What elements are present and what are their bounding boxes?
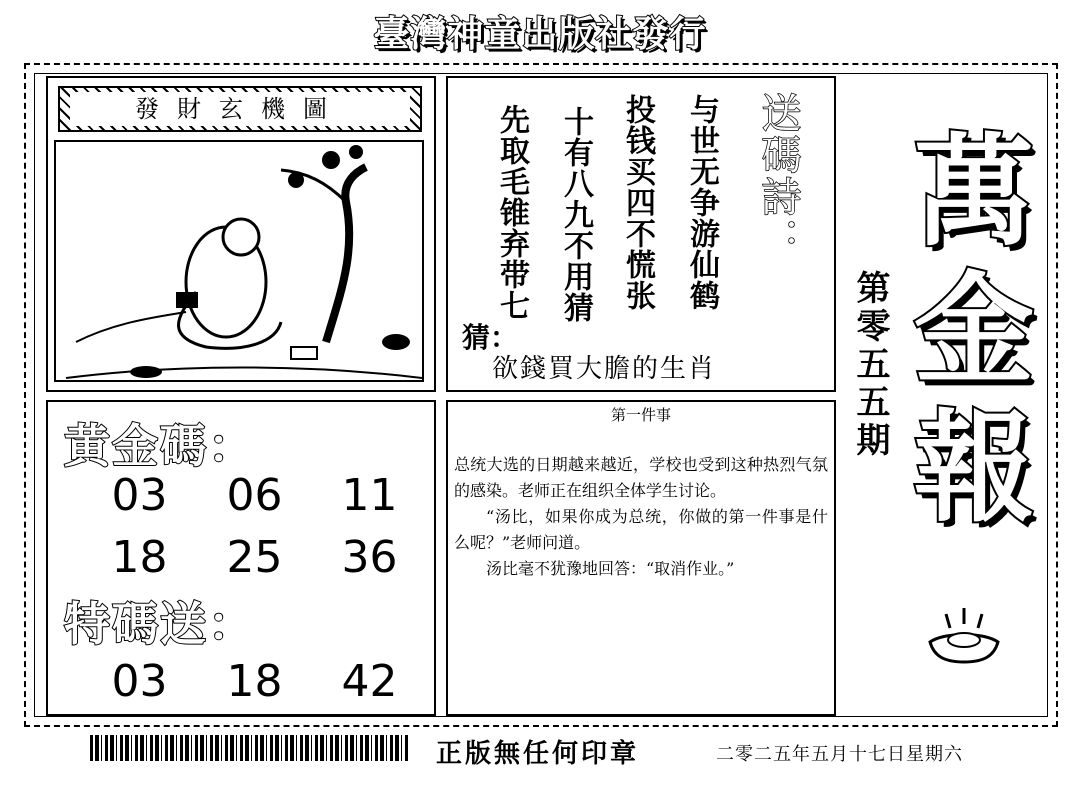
sage-drawing-icon [56,142,422,380]
special-number: 03 [111,656,168,707]
story-title: 第一件事 [610,406,671,424]
poem-line: 投钱买四不慌张 [620,94,655,311]
footer-notice: 正版無任何印章 [436,739,640,769]
story-paragraph: 总统大选的日期越来越近，学校也受到这种热烈气氛的感染。老师正在组织全体学生讨论。 [454,455,828,500]
gold-number: 18 [111,532,168,583]
gold-number: 25 [226,532,283,583]
story-paragraph: 汤比毫不犹豫地回答：“取消作业。” [486,559,735,578]
barcode-icon [90,735,410,761]
poem-line: 十有八九不用猜 [558,106,593,323]
special-numbers-row [82,656,427,707]
gold-ingot-icon [924,606,1004,666]
gold-number: 36 [341,532,398,583]
newspaper-title: 萬金報 [894,128,1035,542]
guess-label: 猜： [462,321,519,354]
special-numbers-label: 特碼送： [64,597,256,651]
footer-date: 二零二五年五月十七日星期六 [716,744,963,765]
picture-title: 發財玄機圖 [70,92,410,126]
gold-number: 06 [226,470,283,521]
special-number: 18 [226,656,283,707]
poem-line: 先取毛锥弃带七 [494,104,529,321]
story-body [454,452,828,582]
publisher-header: 臺灣神童出版社發行 [373,14,707,55]
gold-numbers-row-1 [82,470,427,521]
gold-numbers-label: 黄金碼： [64,419,256,473]
gold-numbers-row-2 [82,532,427,583]
poem-line: 与世无争游仙鹤 [684,94,719,311]
sage-illustration [54,140,424,382]
gold-number: 11 [341,470,398,521]
issue-number: 第零五五期 [850,270,890,460]
story-paragraph: “汤比，如果你成为总统，你做的第一件事是什么呢？”老师问道。 [454,507,828,552]
guess-text: 欲錢買大膽的生肖 [492,354,717,384]
send-poem-heading: 送碼詩： [755,92,801,260]
gold-number: 03 [111,470,168,521]
special-number: 42 [341,656,398,707]
